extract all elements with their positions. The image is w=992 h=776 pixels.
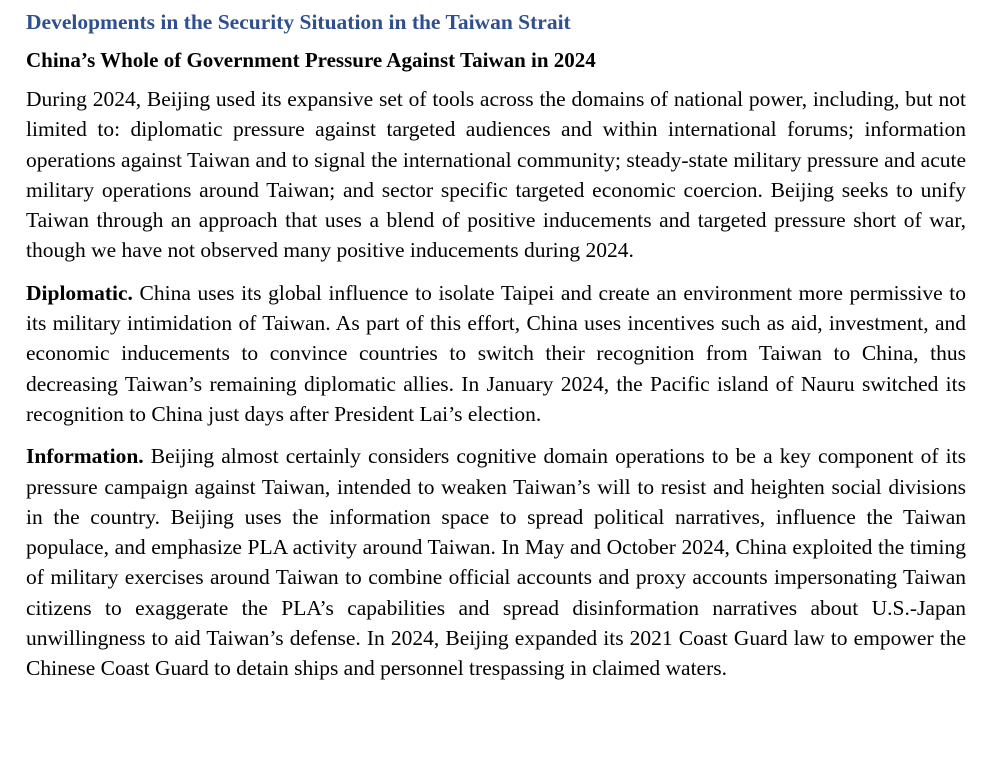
diplomatic-lead: Diplomatic. — [26, 280, 133, 305]
subsection-title: China’s Whole of Government Pressure Against Taiwan in 2024 — [26, 48, 596, 72]
information-lead: Information. — [26, 444, 144, 469]
intro-paragraph: During 2024, Beijing used its expansive set of tools across the domains of national power, including, but not limited to: diplomatic pressure against targeted audiences and within international forums; information operations against Taiwan and to signal the international community; steady-state military pressure and acute military operations around Taiwan; and sector specific targeted economic coercion. Beijing seeks to unify Taiwan through an approach that uses a blend of positive inducements and targeted pressure short of war, though we have not observed many positive inducements during 2024. — [26, 87, 966, 263]
diplomatic-paragraph — [26, 278, 966, 429]
information-paragraph — [26, 441, 966, 683]
diplomatic-text: China uses its global influence to isolate Taipei and create an environment more permissive to its military intimidation of Taiwan. As part of this effort, China uses incentives such as aid, investment, and economic inducements to convince countries to switch their recognition from Taiwan to China, thus decreasing Taiwan’s remaining diplomatic allies. In January 2024, the Pacific island of Nauru switched its recognition to China just days after President Lai’s election. — [26, 280, 966, 426]
section-title: Developments in the Security Situation in the Taiwan Strait — [26, 10, 571, 34]
information-text: Beijing almost certainly considers cognitive domain operations to be a key component of its pressure campaign against Taiwan, intended to weaken Taiwan’s will to resist and heighten social divisions in the country. Beijing uses the information space to spread political narratives, influence the Taiwan populace, and emphasize PLA activity around Taiwan. In May and October 2024, China exploited the timing of military exercises around Taiwan to combine official accounts and proxy accounts impersonating Taiwan citizens to exaggerate the PLA’s capabilities and spread disinformation narratives about U.S.-Japan unwillingness to aid Taiwan’s defense. In 2024, Beijing expanded its 2021 Coast Guard law to empower the Chinese Coast Guard to detain ships and personnel trespassing in claimed waters. — [26, 444, 966, 681]
